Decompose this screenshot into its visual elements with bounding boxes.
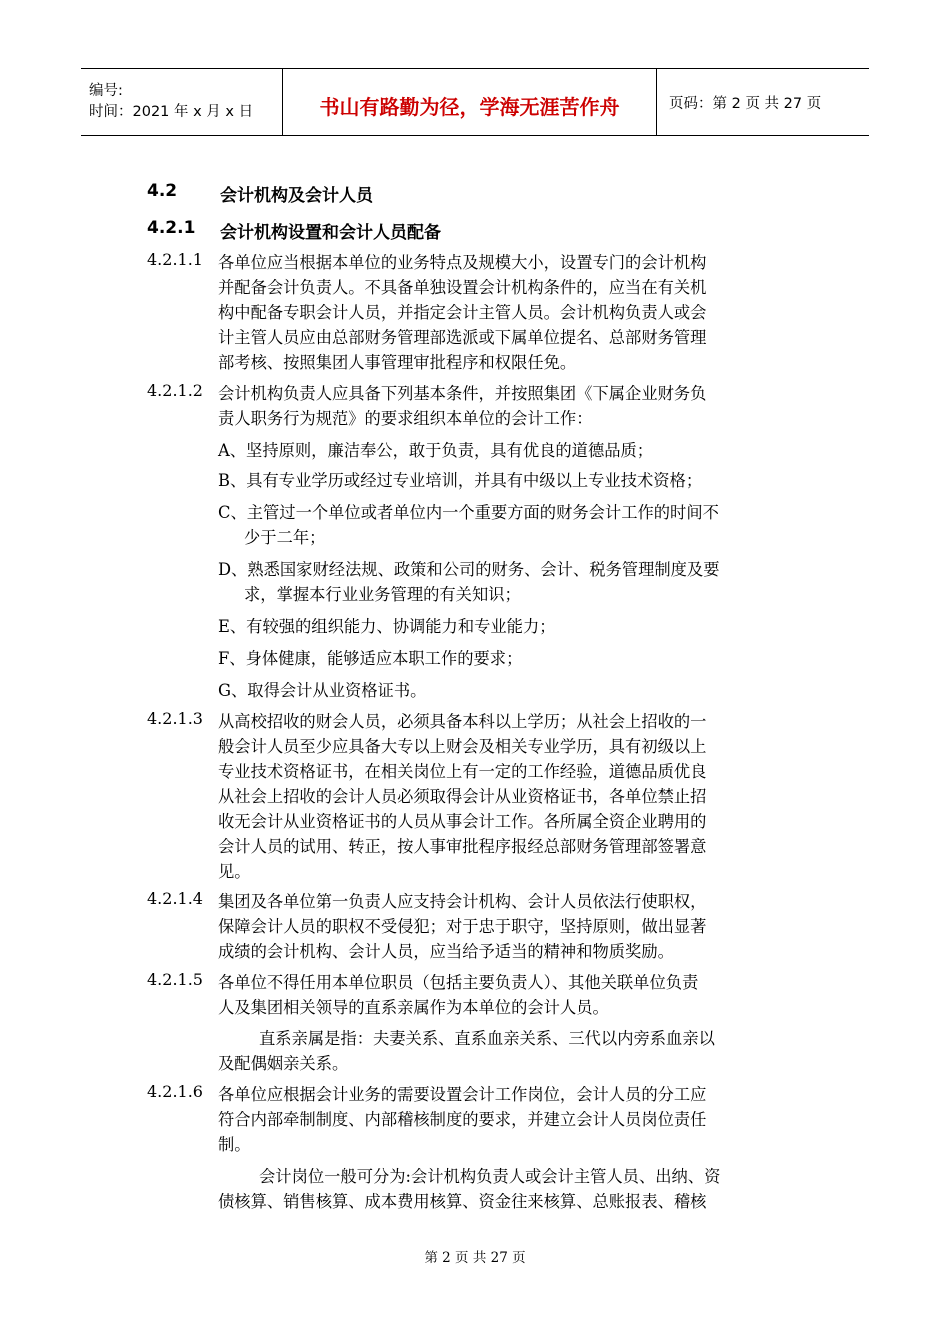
paragraph-line: 专业技术资格证书，在相关岗位上有一定的工作经验，道德品质优良 [218,762,707,781]
list-item: D、熟悉国家财经法规、政策和公司的财务、会计、税务管理制度及要 [218,560,720,579]
paragraph-line: 见。 [218,862,251,881]
list-item: B、具有专业学历或经过专业培训，并具有中级以上专业技术资格； [218,471,703,490]
clause-number: 4.2.1.3 [147,709,203,728]
paragraph-line: 会计机构负责人应具备下列基本条件，并按照集团《下属企业财务负 [218,384,707,403]
header-motto-cell [282,69,657,135]
paragraph-line: 各单位不得任用本单位职员（包括主要负责人）、其他关联单位负责 [218,973,699,992]
motto: 书山有路勤为径，学海无涯苦作舟 [319,94,620,119]
paragraph-line: 制。 [218,1135,251,1154]
time-label: 时间：2021 年 x 月 x 日 [89,104,254,120]
section-4-2-1-title: 会计机构设置和会计人员配备 [220,223,441,243]
header-left-cell [81,69,282,135]
page-header [81,68,869,136]
clause-number: 4.2.1.4 [147,889,203,908]
code-label: 编号: [89,83,123,99]
paragraph-line: 会计岗位一般可分为:会计机构负责人或会计主管人员、出纳、资 [259,1167,721,1186]
paragraph-line: 各单位应当根据本单位的业务特点及规模大小，设置专门的会计机构 [218,253,707,272]
page-label: 页码：第 2 页 共 27 页 [669,95,822,112]
section-4-2-title: 会计机构及会计人员 [220,186,373,206]
paragraph-line: 成绩的会计机构、会计人员，应当给予适当的精神和物质奖励。 [218,942,674,961]
clause-number: 4.2.1.6 [147,1082,203,1101]
list-item: F、身体健康，能够适应本职工作的要求； [218,649,523,668]
list-item-continuation: 求，掌握本行业业务管理的有关知识； [244,585,521,604]
page-footer: 第 2 页 共 27 页 [424,1250,526,1266]
section-4-2-1-number: 4.2.1 [147,218,196,238]
list-item: C、主管过一个单位或者单位内一个重要方面的财务会计工作的时间不 [218,503,719,522]
clause-number: 4.2.1.5 [147,970,203,989]
paragraph-line: 保障会计人员的职权不受侵犯；对于忠于职守，坚持原则，做出显著 [218,917,707,936]
paragraph-line: 计主管人员应由总部财务管理部选派或下属单位提名、总部财务管理 [218,328,707,347]
paragraph-line: 债核算、销售核算、成本费用核算、资金往来核算、总账报表、稽核 [218,1192,707,1211]
paragraph-line: 收无会计从业资格证书的人员从事会计工作。各所属全资企业聘用的 [218,812,707,831]
clause-number: 4.2.1.2 [147,381,203,400]
paragraph-line: 及配偶姻亲关系。 [218,1054,349,1073]
paragraph-line: 责人职务行为规范》的要求组织本单位的会计工作： [218,409,593,428]
paragraph-line: 直系亲属是指：夫妻关系、直系血亲关系、三代以内旁系血亲以 [259,1029,715,1048]
list-item: E、有较强的组织能力、协调能力和专业能力； [218,617,556,636]
paragraph-line: 并配备会计负责人。不具备单独设置会计机构条件的，应当在有关机 [218,278,707,297]
list-item: A、坚持原则，廉洁奉公，敢于负责，具有优良的道德品质； [218,441,654,460]
paragraph-line: 构中配备专职会计人员，并指定会计主管人员。会计机构负责人或会 [218,303,707,322]
list-item: G、取得会计从业资格证书。 [218,681,427,700]
paragraph-line: 人及集团相关领导的直系亲属作为本单位的会计人员。 [218,998,609,1017]
list-item-continuation: 少于二年； [244,528,326,547]
section-4-2-number: 4.2 [147,181,178,201]
paragraph-line: 各单位应根据会计业务的需要设置会计工作岗位，会计人员的分工应 [218,1085,707,1104]
paragraph-line: 般会计人员至少应具备大专以上财会及相关专业学历，具有初级以上 [218,737,707,756]
paragraph-line: 从高校招收的财会人员，必须具备本科以上学历；从社会上招收的一 [218,712,707,731]
paragraph-line: 符合内部牵制制度、内部稽核制度的要求，并建立会计人员岗位责任 [218,1110,707,1129]
clause-number: 4.2.1.1 [147,250,203,269]
paragraph-line: 部考核、按照集团人事管理审批程序和权限任免。 [218,353,577,372]
paragraph-line: 集团及各单位第一负责人应支持会计机构、会计人员依法行使职权， [218,892,707,911]
paragraph-line: 会计人员的试用、转正，按人事审批程序报经总部财务管理部签署意 [218,837,707,856]
header-page-cell [657,69,869,135]
paragraph-line: 从社会上招收的会计人员必须取得会计从业资格证书，各单位禁止招 [218,787,707,806]
